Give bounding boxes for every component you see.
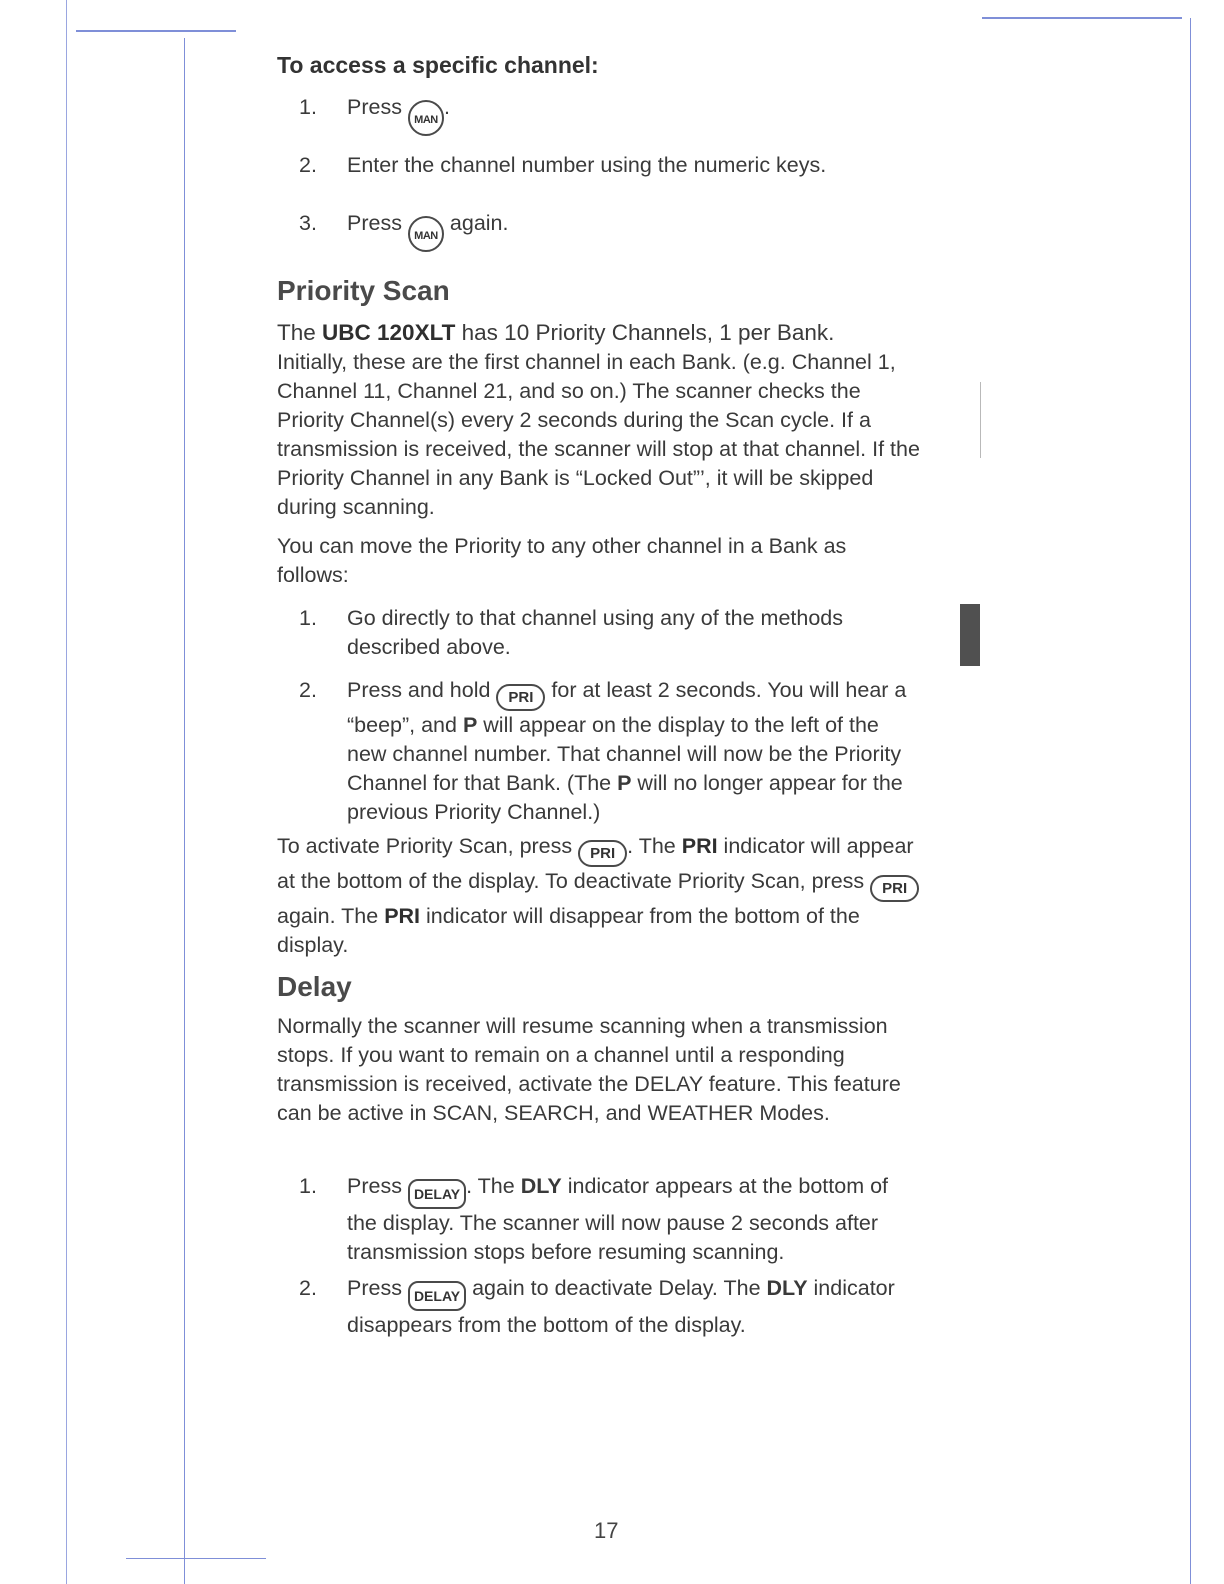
delay-intro: Normally the scanner will resume scanning when a transmission stops. If you want to remain on a channel until a responding transmission is received, activate the DELAY feature. This feature can be active in SCAN, SEARCH, and WEATHER Modes. <box>277 1014 901 1125</box>
man-key-icon: MAN <box>408 100 444 136</box>
pri-key-icon: PRI <box>496 684 545 711</box>
top-right-rule <box>982 17 1182 19</box>
model-name: UBC 120XLT <box>322 320 456 345</box>
priority-scan-heading: Priority Scan <box>277 275 450 306</box>
bottom-rule <box>126 1558 266 1559</box>
delay-key-icon: DELAY <box>408 1179 466 1209</box>
page-number: 17 <box>594 1518 619 1543</box>
left-margin-line <box>184 38 185 1584</box>
top-left-rule <box>76 30 236 32</box>
priority-move: You can move the Priority to any other channel in a Bank as follows: <box>277 534 847 587</box>
right-margin-line <box>1190 18 1191 1584</box>
pri-key-icon: PRI <box>578 840 627 867</box>
faint-mark <box>980 382 981 458</box>
delay-heading: Delay <box>277 971 352 1002</box>
access-heading: To access a specific channel: <box>277 52 599 78</box>
priority-intro: The UBC 120XLT has 10 Priority Channels, 1 per Bank. Initially, these are the first channel in each Bank. (e.g. Channel 1, Channel 11, Channel 21, and so on.) The scanner checks the Priority Channel(s) every 2 seconds during the Scan cycle. If a transmission is received, the scanner will stop at that channel. If the Priority Channel in any Bank is “Locked Out”’, it will be skipped during scanning. <box>277 320 920 519</box>
delay-key-icon: DELAY <box>408 1281 466 1311</box>
man-key-icon: MAN <box>408 216 444 252</box>
change-bar <box>960 604 980 666</box>
left-edge-line <box>66 0 67 1584</box>
pri-key-icon: PRI <box>870 875 919 902</box>
priority-activate: To activate Priority Scan, press PRI . The PRI indicator will appear at the bottom of the display. To deactivate Priority Scan, press PRI again. The PRI indicator will disappear from the bottom of the display. <box>277 832 937 960</box>
